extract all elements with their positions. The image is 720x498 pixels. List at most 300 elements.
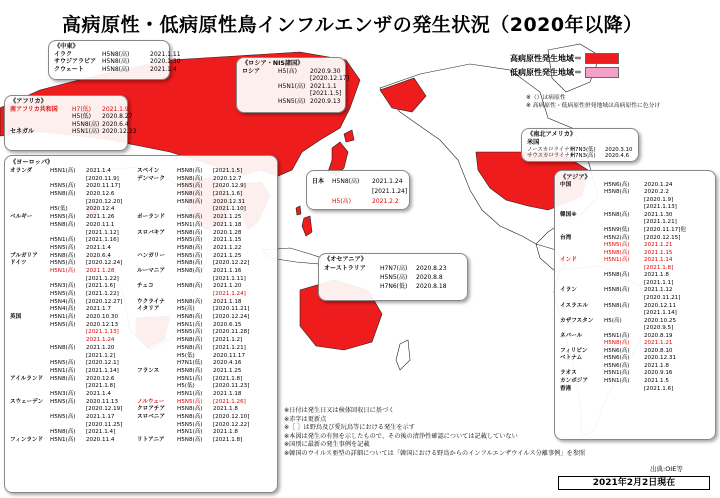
outbreak-row <box>10 329 136 337</box>
virus-subtype: H5N9(低) <box>604 227 630 234</box>
legend-high-label: 高病原性発生地域＝ <box>510 53 582 63</box>
virus-subtype: H5N1(高) <box>177 375 203 382</box>
outbreak-date: 2020.11.17] <box>86 183 121 190</box>
outbreak-row <box>560 318 710 326</box>
virus-subtype: H5N5(高) <box>177 421 203 428</box>
outbreak-row <box>560 303 710 311</box>
outbreak-row <box>560 189 710 197</box>
virus-subtype: H5N5(高) <box>177 329 203 336</box>
region-subheader: 米国 <box>527 138 540 146</box>
outbreak-date: 2020.2.2 <box>644 189 669 196</box>
virus-subtype: H5N8(高) <box>604 287 630 294</box>
outbreak-row <box>10 376 136 384</box>
region-header: 《アジア》 <box>560 174 591 181</box>
outbreak-row <box>10 105 129 114</box>
virus-subtype: H5N8(高) <box>177 191 203 198</box>
outbreak-date: 2021.1.20 <box>213 283 242 290</box>
outbreak-row <box>54 58 181 66</box>
outbreak-date: 2020.3.10 <box>605 146 633 153</box>
outbreak-date: [2020.12.24] <box>86 260 123 267</box>
virus-subtype: H5N8(高) <box>177 314 203 321</box>
country-name: 中国 <box>560 181 572 188</box>
virus-subtype: H5N5(高) <box>380 273 408 281</box>
outbreak-date: 2021.1.17 <box>86 414 115 420</box>
virus-subtype: H5N8(高) <box>177 298 203 305</box>
russia-nis-box <box>236 57 350 113</box>
outbreak-row <box>10 406 136 414</box>
virus-subtype: H7N6(低) <box>380 282 408 290</box>
country-name: スロベニア <box>137 414 165 420</box>
country-name: クウェート <box>54 65 84 73</box>
virus-subtype: H5N5(高) <box>50 244 76 251</box>
outbreak-date: 2021.1.30 <box>644 211 673 218</box>
outbreak-row <box>137 183 277 191</box>
outbreak-row <box>560 386 710 394</box>
virus-subtype: H5N5(高) <box>177 252 203 259</box>
outbreak-row <box>10 260 136 268</box>
source-credit: 出典:OIE等 <box>650 465 683 473</box>
virus-subtype: H5N8(高) <box>72 120 100 128</box>
outbreak-date: 2020.11.13 <box>86 398 119 405</box>
virus-subtype: H5N8(高) <box>102 58 130 66</box>
outbreak-row <box>137 429 277 437</box>
outbreak-date: 2020.8.23 <box>416 264 447 272</box>
outbreak-date: 2020.9.30 <box>310 67 341 75</box>
virus-subtype: H5N8(高) <box>177 437 203 444</box>
outbreak-row <box>560 272 710 280</box>
outbreak-date: [2020.12.27] <box>86 298 123 305</box>
outbreak-row <box>560 212 710 220</box>
outbreak-row <box>137 422 277 430</box>
region-rows <box>527 147 633 161</box>
outbreak-row <box>560 257 710 265</box>
outbreak-date: 2020.9.16 <box>644 370 673 377</box>
africa-box <box>4 95 137 151</box>
outbreak-row <box>137 345 277 353</box>
virus-subtype: H5N1(高) <box>177 390 203 397</box>
outbreak-date: [2021.1.5] <box>310 90 342 98</box>
virus-subtype: H5N5(高) <box>50 214 76 221</box>
outbreak-date: 2021.1.26 <box>86 214 115 221</box>
middle-east-box <box>48 40 181 80</box>
country-name: イラン <box>560 287 577 294</box>
outbreak-row <box>10 168 136 176</box>
country-name: イタリア <box>137 306 160 313</box>
virus-subtype: H7(低) <box>72 105 92 113</box>
virus-subtype: H5N1(高) <box>177 321 203 328</box>
region-header: 《ロシア・NIS諸国》 <box>242 60 304 67</box>
outbreak-row <box>560 370 710 378</box>
outbreak-date: 2021.1.8 <box>213 429 238 436</box>
virus-subtype: H5N8(高) <box>604 211 630 218</box>
outbreak-date: 2021.1.18 <box>213 298 242 305</box>
outbreak-row <box>560 363 710 371</box>
country-name: ハンガリー <box>137 252 165 259</box>
outbreak-date: [2021.1.13] <box>644 204 677 211</box>
outbreak-date: [2021.1.24] <box>213 291 246 297</box>
outbreak-date: [2021.1.14] <box>86 367 119 374</box>
outbreak-row <box>137 206 277 214</box>
outbreak-row <box>560 310 710 318</box>
virus-subtype: H5(低) <box>177 383 195 390</box>
outbreak-date: 2021.1.12 <box>644 287 673 294</box>
outbreak-row <box>10 414 136 422</box>
country-name: 韓国※ <box>560 211 577 218</box>
outbreak-row <box>560 340 710 348</box>
outbreak-row <box>10 345 136 353</box>
country-name: 香港 <box>560 385 572 392</box>
outbreak-date: 2021.1.8 <box>213 406 238 413</box>
outbreak-date: 2020.8.10 <box>644 347 673 354</box>
virus-subtype: H5N5(高) <box>50 291 76 297</box>
outbreak-row <box>560 235 710 243</box>
outbreak-row <box>10 314 136 322</box>
outbreak-row <box>137 291 277 299</box>
outbreak-date: 2020.8.18 <box>416 282 447 290</box>
outbreak-date: 2020.4.16 <box>213 360 242 367</box>
footnotes <box>284 407 585 458</box>
outbreak-row <box>560 287 710 295</box>
country-name: サウスカロライナ州 <box>527 153 576 160</box>
outbreak-date: 2021.1.11 <box>150 50 181 58</box>
country-name: サウジアラビア <box>54 58 97 66</box>
outbreak-date: [2021.1.24] <box>372 188 408 195</box>
outbreak-row <box>10 429 136 437</box>
outbreak-row <box>137 230 277 238</box>
outbreak-date: [2020.11.28] <box>213 329 250 336</box>
country-name: ロシア <box>242 67 261 75</box>
outbreak-row <box>10 291 136 299</box>
virus-subtype: H5N5(高) <box>50 360 76 367</box>
outbreak-date: [2020.11.21] <box>644 294 681 301</box>
country-name: イラク <box>54 50 73 58</box>
country-name: スウェーデン <box>10 398 44 405</box>
outbreak-date: 2021.1.4 <box>150 65 177 73</box>
outbreak-row <box>560 227 710 235</box>
outbreak-row <box>137 368 277 376</box>
outbreak-row <box>10 337 136 345</box>
outbreak-date: 2021.1.25 <box>213 214 242 221</box>
outbreak-date: 2021.1.21 <box>644 242 673 249</box>
virus-subtype: H5N5(高) <box>50 414 76 420</box>
outbreak-row <box>10 237 136 245</box>
outbreak-row <box>242 90 340 98</box>
country-name: オランダ <box>10 168 33 174</box>
country-name: ノルウェー <box>137 398 165 405</box>
virus-subtype: H5N1(高) <box>50 437 76 444</box>
outbreak-row <box>10 383 136 391</box>
virus-subtype: H5N8(高) <box>177 283 203 290</box>
virus-subtype: H5N8(高) <box>102 50 130 58</box>
virus-subtype: H5N6(高) <box>604 181 630 188</box>
outbreak-row <box>560 355 710 363</box>
virus-subtype: H5N5(高) <box>50 260 76 267</box>
outbreak-row <box>137 214 277 222</box>
outbreak-row <box>137 437 277 445</box>
outbreak-date: [2020.12.1] <box>86 360 119 367</box>
virus-subtype: H5N1(高) <box>50 314 76 321</box>
outbreak-row <box>560 280 710 288</box>
outbreak-date: 2020.9.13 <box>310 97 341 105</box>
outbreak-row <box>137 360 277 368</box>
outbreak-date: 2020.6.4 <box>102 120 129 128</box>
outbreak-date: [2021.1.13] <box>86 329 119 336</box>
region-header: 《オセアニア》 <box>324 256 367 263</box>
region-taiwan <box>296 206 301 215</box>
virus-subtype: H5(低) <box>72 113 92 121</box>
virus-subtype: H5N5(高) <box>278 97 306 105</box>
legend <box>510 51 619 79</box>
virus-subtype: H7N1(低) <box>177 360 203 367</box>
outbreak-date: 2020.12.31 <box>644 355 677 362</box>
outbreak-row <box>312 197 404 207</box>
date-stamp: 2021年2月2日現在 <box>558 476 710 490</box>
outbreak-date: [2021.1.6] <box>213 191 243 198</box>
virus-subtype: H5N8(高) <box>177 344 203 351</box>
footnote: ※［ ］は野鳥及び愛玩鳥等における発生を示す <box>284 424 415 432</box>
outbreak-date: 2021.1.21 <box>644 340 673 347</box>
virus-subtype: H5N1(高) <box>604 332 630 339</box>
outbreak-date: 2020.12.23 <box>102 128 137 136</box>
virus-subtype: H5N1(高) <box>604 257 630 264</box>
country-name: フランス <box>137 367 160 374</box>
region-rows <box>324 264 462 291</box>
outbreak-date: 2021.1.14 <box>644 257 673 264</box>
outbreak-date: 2020.1.24 <box>644 181 673 188</box>
country-name: スロバキア <box>137 229 165 236</box>
outbreak-date: [2021.1.1] <box>644 279 674 286</box>
footnote: ※韓国のウイルス亜型の詳細については「韓国における野鳥からのインフルエンザウイルス分離事例」を参照 <box>284 449 586 457</box>
footnote: ※本図は発生の有無を示したもので、その後の清浄性確認については記載していない <box>284 432 518 440</box>
outbreak-date: 2021.1.4 <box>86 390 111 397</box>
outbreak-row <box>10 214 136 222</box>
virus-subtype: H5N3(高) <box>50 283 76 290</box>
outbreak-date: 2020.6.4 <box>86 252 111 259</box>
outbreak-row <box>137 283 277 291</box>
virus-subtype: H5N8(高) <box>50 429 76 436</box>
outbreak-date: 2021.1.15 <box>213 237 242 244</box>
outbreak-row <box>527 153 633 160</box>
country-name: 日本 <box>312 178 325 185</box>
outbreak-row <box>137 414 277 422</box>
outbreak-row <box>242 83 340 91</box>
country-name: リトアニア <box>137 437 165 444</box>
region-rows <box>242 67 350 106</box>
virus-subtype: H5(高) <box>332 198 352 205</box>
virus-subtype: H5N1(高) <box>50 168 76 174</box>
outbreak-row <box>10 113 133 121</box>
virus-subtype: H5N8(高) <box>177 229 203 236</box>
footnote: ※国別に最新の発生事例を記載 <box>284 441 370 449</box>
outbreak-row <box>10 128 137 136</box>
page-title: 高病原性・低病原性鳥インフルエンザの発生状況（2020年以降） <box>62 14 643 36</box>
outbreak-row <box>560 204 710 212</box>
outbreak-row <box>137 306 277 314</box>
outbreak-date: 2020.12.4 <box>86 206 115 213</box>
virus-subtype: H5N8(高) <box>177 244 203 251</box>
virus-subtype: H7N3(低) <box>571 146 596 153</box>
virus-subtype: H5N1(高) <box>50 267 76 274</box>
country-name: ルーマニア <box>137 267 165 274</box>
outbreak-date: [2021.1.8] <box>86 383 116 390</box>
outbreak-date: 2021.2.2 <box>372 198 399 205</box>
outbreak-row <box>10 283 136 291</box>
outbreak-row <box>560 378 710 386</box>
legend-high <box>510 51 619 65</box>
region-rows <box>54 50 181 74</box>
outbreak-row <box>560 197 710 205</box>
outbreak-date: [2021.1.2] <box>86 352 116 359</box>
outbreak-date: 2020.11.4 <box>86 437 115 444</box>
outbreak-row <box>10 183 136 191</box>
outbreak-row <box>560 325 710 333</box>
americas-box <box>521 128 639 162</box>
virus-subtype: H5N5(高) <box>50 398 76 405</box>
outbreak-date: [2020.1.9] <box>644 196 674 203</box>
country-name: アイルランド <box>10 375 44 382</box>
country-name: 台湾 <box>560 234 572 241</box>
footnote: ※日付は発生日又は検体回収日に基づく <box>284 407 395 414</box>
outbreak-date: [2021.1.26] <box>213 398 246 405</box>
europe-column-right <box>137 168 277 445</box>
outbreak-date: 2020.4.6 <box>605 153 630 160</box>
outbreak-date: [2021.1.21] <box>644 219 677 226</box>
outbreak-row <box>137 329 277 337</box>
outbreak-row <box>137 322 277 330</box>
virus-subtype: H5N1(高) <box>177 221 203 228</box>
outbreak-row <box>242 68 340 76</box>
virus-subtype: H5(高) <box>278 67 298 75</box>
outbreak-row <box>324 264 462 273</box>
outbreak-date: [2021.1.8] <box>644 264 674 271</box>
outbreak-date: [2021.1.22] <box>86 291 119 297</box>
virus-subtype: H5N8(高) <box>604 249 630 256</box>
legend-low-label: 低病原性発生地域＝ <box>510 67 582 77</box>
outbreak-row <box>137 406 277 414</box>
outbreak-date: [2021.1.21] <box>213 344 246 351</box>
legend-note-2: ※ 高病原性・低病原性併発地域は高病原性に色分け <box>526 102 661 109</box>
outbreak-date: [2021.1.6] <box>644 385 674 392</box>
outbreak-date: 2020.11.1 <box>86 221 115 228</box>
virus-subtype: H5N8(高) <box>177 406 203 413</box>
outbreak-date: 2021.1.1 <box>310 82 337 90</box>
virus-subtype: H5N1(高) <box>72 128 100 136</box>
virus-subtype: H5N8(高) <box>177 168 203 174</box>
outbreak-row <box>137 176 277 184</box>
virus-subtype: H5N3(高) <box>50 390 76 397</box>
outbreak-date: [2020.12.10] <box>213 414 250 420</box>
virus-subtype: H5N8(高) <box>332 178 360 185</box>
outbreak-row <box>137 245 277 253</box>
virus-subtype: H5N1(高) <box>50 237 76 244</box>
outbreak-date: 2021.1.18 <box>213 221 242 228</box>
virus-subtype: H5N5(高) <box>177 398 203 405</box>
virus-subtype: H5N8(高) <box>177 175 203 182</box>
virus-subtype: H5N8(高) <box>50 221 76 228</box>
outbreak-row <box>560 242 710 250</box>
outbreak-row <box>312 187 408 197</box>
outbreak-row <box>560 219 710 227</box>
country-name: カザフスタン <box>560 317 594 324</box>
outbreak-row <box>137 353 277 361</box>
outbreak-row <box>10 437 136 445</box>
virus-subtype: H5N6(高) <box>604 355 630 362</box>
outbreak-date: 2021.1.25 <box>213 367 242 374</box>
region-header: 《中東》 <box>54 43 79 50</box>
country-name: デンマーク <box>137 175 165 182</box>
outbreak-date: [2021.1.6] <box>86 283 116 290</box>
outbreak-row <box>137 383 277 391</box>
country-name: ドイツ <box>10 260 27 267</box>
outbreak-date: 2021.1.16 <box>213 267 242 274</box>
outbreak-date: [2021.1.14] <box>644 310 677 317</box>
outbreak-date: 2021.1.7 <box>86 306 111 313</box>
outbreak-date: 2020.12.6 <box>86 191 115 198</box>
outbreak-row <box>10 191 136 199</box>
outbreak-date: [2020.9.5] <box>644 325 674 332</box>
virus-subtype: H5N8(高) <box>177 367 203 374</box>
outbreak-row <box>137 337 277 345</box>
outbreak-date: [2020.12.20] <box>86 198 123 205</box>
outbreak-date: 2020.12.11 <box>644 302 677 309</box>
outbreak-date: 2020.12.31 <box>213 198 246 205</box>
virus-subtype: H5N1(高) <box>50 367 76 374</box>
outbreak-row <box>560 250 710 258</box>
outbreak-date: [2021.1.2] <box>213 337 243 344</box>
virus-subtype: H5N8(高) <box>604 340 630 347</box>
outbreak-date: [2020.12.22] <box>213 260 250 267</box>
outbreak-row <box>242 75 350 83</box>
outbreak-row <box>137 222 277 230</box>
region-philippines <box>302 216 312 236</box>
outbreak-row <box>137 376 277 384</box>
outbreak-date: 2021.1.20 <box>86 344 115 351</box>
virus-subtype: H5N8(高) <box>177 337 203 344</box>
outbreak-date: [2020.12.19] <box>86 406 123 413</box>
region-header: 《ヨーロッパ》 <box>10 159 54 166</box>
outbreak-date: [2020.11.21] <box>213 306 250 313</box>
outbreak-row <box>560 348 710 356</box>
outbreak-date: 2020.10.30 <box>86 314 119 321</box>
outbreak-row <box>10 206 136 214</box>
legend-low-swatch <box>585 67 619 78</box>
outbreak-date: [2020.12.17] <box>310 75 350 83</box>
region-header: 《南北アメリカ》 <box>527 131 577 138</box>
region-rows <box>560 182 710 393</box>
country-name: ネパール <box>560 332 583 339</box>
footnote: ※赤字は更新点 <box>284 415 327 423</box>
outbreak-row <box>137 391 277 399</box>
outbreak-row <box>137 191 277 199</box>
country-name: 南アフリカ共和国 <box>10 105 58 113</box>
virus-subtype: H5N8(高) <box>50 191 76 198</box>
virus-subtype: H5(低) <box>50 206 68 213</box>
outbreak-date: 2021.1.4 <box>86 244 111 251</box>
outbreak-date: 2021.1.15 <box>644 249 673 256</box>
country-name: カンボジア <box>560 377 588 384</box>
country-name: スペイン <box>137 168 160 174</box>
outbreak-row <box>324 282 462 291</box>
outbreak-date: 2020.8.8 <box>416 273 443 281</box>
virus-subtype: H5N8(高) <box>177 267 203 274</box>
outbreak-row <box>324 273 462 282</box>
oceania-box <box>318 253 468 301</box>
asia-box <box>554 170 716 440</box>
virus-subtype: H7N3(高) <box>571 153 596 160</box>
outbreak-date: 2021.1.8 <box>644 362 669 369</box>
outbreak-date: 2020.6.15 <box>213 321 242 328</box>
virus-subtype: H5N1(高) <box>604 370 630 377</box>
